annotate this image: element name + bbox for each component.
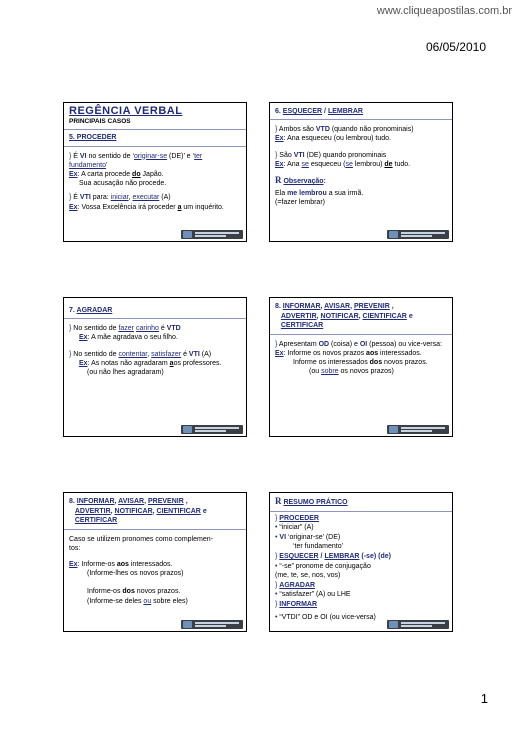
bullet-icon: } [69,152,74,160]
slide-esquecer-lembrar [269,102,453,242]
site-url[interactable]: www.cliqueapostilas.com.br [376,5,512,17]
pointer-icon: R [275,496,282,506]
summary-heading: } ESQUECER / LEMBRAR (-se) (de) [275,552,391,560]
example: Ex: A carta procede do Japão. [69,171,164,179]
summary-heading: } INFORMAR [275,600,318,608]
bullet-icon: } [275,126,279,134]
bullet-icon: } [69,325,74,333]
section-heading: 8. INFORMAR, AVISAR, PREVENIR , ADVERTIR, NOTIFICAR, CIENTIFICAR e CERTIFICAR [275,303,413,329]
slide-subtitle: PRINCIPAIS CASOS [69,118,131,126]
page-number: 1 [480,691,488,706]
example-continued: Sua acusação não procede. [79,180,167,188]
author-logo-icon [387,230,449,239]
bullet-icon: } [69,350,74,358]
divider [64,318,246,319]
section-heading: 7. AGRADAR [69,307,113,314]
author-logo-icon [181,230,243,239]
example: Ex: Informe os novos prazos aos interessados. [275,349,422,357]
slide-footer [64,424,246,436]
divider [64,146,246,147]
slide-footer [270,229,452,241]
paragraph: } Ambos são VTD (quando não pronominais) [275,126,414,134]
paragraph: } É VTI para: iniciar, executar (A) [69,194,171,202]
observation-text: Ela me lembrou a sua irmã. [275,190,364,198]
divider [270,119,452,120]
paragraph: } No sentido de fazer carinho é VTD [69,325,181,333]
divider [64,129,246,130]
example: Ex: Ana esqueceu (ou lembrou) tudo. [275,135,391,143]
author-logo-icon [181,620,243,629]
summary-line: • “satisfazer” (A) ou LHE [275,591,351,599]
slide-footer [64,619,246,631]
summary-heading: } PROCEDER [275,514,319,522]
bullet-icon: } [275,151,280,159]
slide-footer [270,424,452,436]
slide-footer [270,619,452,631]
example: Ex: Informe-os aos interessados. [69,560,173,568]
paragraph: } São VTI (DE) quando pronominais [275,151,387,159]
observation-heading: R Observação: [275,175,326,186]
slide-footer [64,229,246,241]
summary-line: • VI ‘originar-se’ (DE) [275,533,341,541]
section-heading: R RESUMO PRÁTICO [275,496,348,506]
example: Informe-os dos novos prazos. [87,588,181,596]
example-continued: (ou sobre os novos prazos) [309,368,394,376]
author-logo-icon [181,425,243,434]
divider [270,334,452,335]
example: Ex: Vossa Excelência irá proceder a um inquérito. [69,203,224,211]
observation-note: (=fazer lembrar) [275,199,325,207]
example-continued: Informe os interessados dos novos prazos. [293,358,428,366]
example: Ex: As notas não agradaram aos professores. [79,359,222,367]
paragraph: } Apresentam OD (coisa) e OI (pessoa) ou vice-versa: [275,340,442,348]
slide-informar-pronomes [63,492,247,632]
section-heading: 5. PROCEDER [69,134,117,142]
paragraph: } É VI no sentido de ‘originar-se (DE)’ e ‘ter fundamento’ [69,152,203,169]
section-heading: 6. ESQUECER / LEMBRAR [275,108,363,115]
divider [270,511,452,512]
bullet-icon: } [69,194,74,202]
slide-proceder [63,102,247,242]
summary-line: • “iniciar” (A) [275,524,314,532]
summary-line: ‘ter fundamento’ [293,543,344,551]
summary-line: • “-se” pronome de conjugação [275,562,371,570]
summary-line: (me, te, se, nos, vos) [275,572,341,580]
example-continued: (ou não lhes agradaram) [87,369,164,377]
paragraph: Caso se utilizem pronomes como complemen-tos: [69,535,213,552]
section-heading: 8. INFORMAR, AVISAR, PREVENIR , ADVERTIR, NOTIFICAR, CIENTIFICAR e CERTIFICAR [69,498,207,524]
slide-resumo-pratico [269,492,453,632]
example-continued: (Informe-se deles ou sobre eles) [87,597,188,605]
divider [64,529,246,530]
slide-informar-coisa-pessoa [269,297,453,437]
slide-agradar [63,297,247,437]
example: Ex: Ana se esqueceu (se lembrou) de tudo. [275,160,411,168]
example-continued: (Informe-lhes os novos prazos) [87,570,184,578]
page-date: 06/05/2010 [425,40,486,54]
paragraph: } No sentido de contentar, satisfazer é VTI (A) [69,350,212,358]
bullet-icon: } [275,340,279,348]
pointer-icon: R [275,175,282,186]
summary-heading: } AGRADAR [275,581,316,589]
example: Ex: A mãe agradava o seu filho. [79,334,178,342]
author-logo-icon [387,425,449,434]
author-logo-icon [387,620,449,629]
summary-line: • “VTDI” OD e OI (ou vice-versa) [275,613,376,621]
slide-title: REGÊNCIA VERBAL [69,105,183,117]
